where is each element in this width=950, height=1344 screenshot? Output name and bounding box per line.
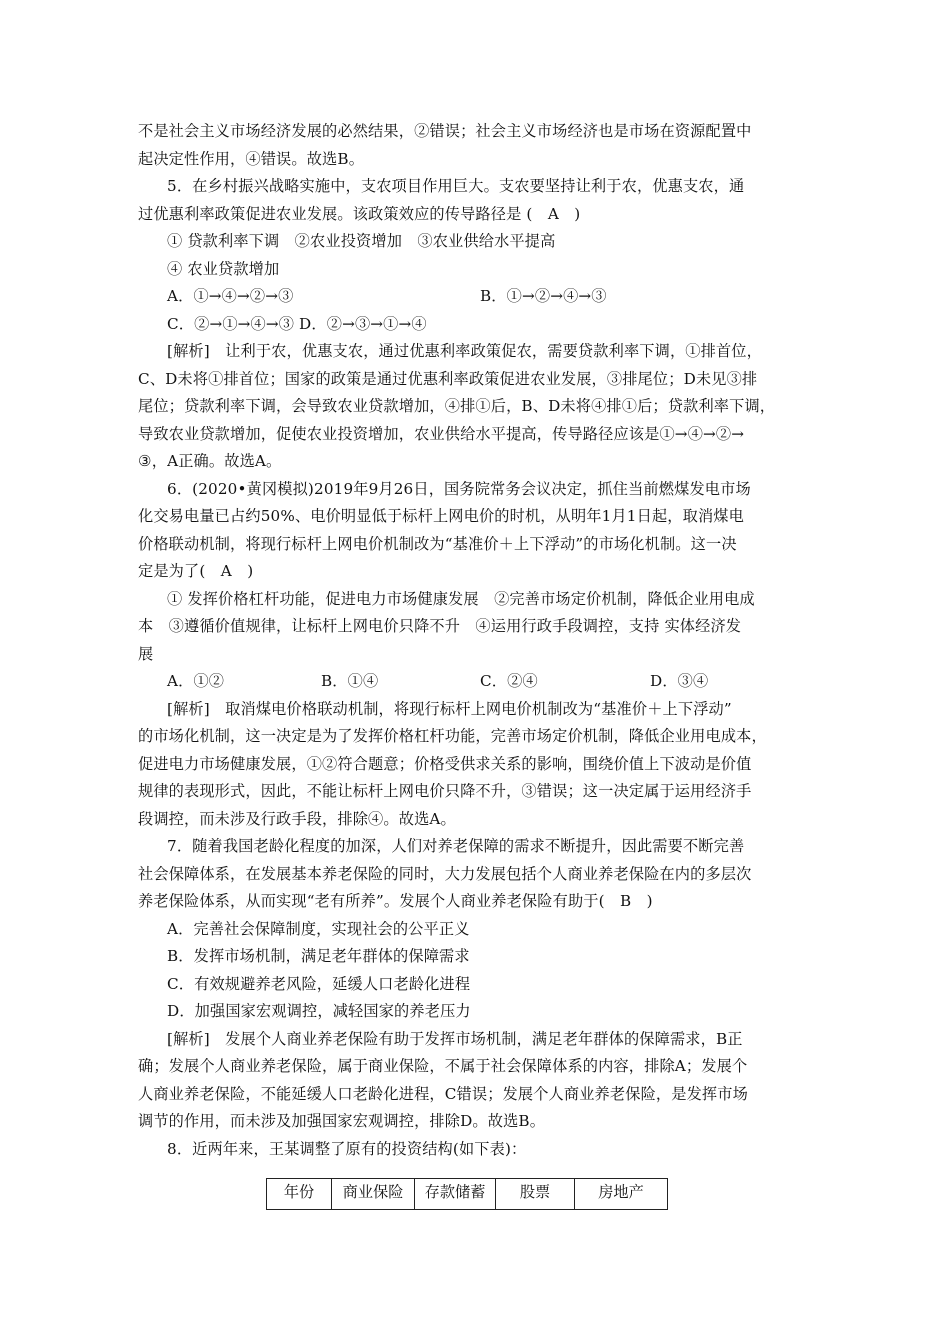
explanation: [解析] 发展个人商业养老保险有助于发挥市场机制，满足老年群体的保障需求，B正 <box>167 1029 743 1048</box>
explanation: 调节的作用，而未涉及加强国家宏观调控，排除D。故选B。 <box>138 1112 546 1130</box>
question-6-stem: 化交易电量已占约50%、电价明显低于标杆上网电价的时机，从明年1月1日起，取消煤电 <box>138 507 744 525</box>
explanation: [解析] 让利于农，优惠支农，通过优惠利率政策促农，需要贷款利率下调，①排首位， <box>167 342 762 360</box>
explanation: 尾位；贷款利率下调，会导致农业贷款增加，④排①后，B、D未将④排①后；贷款利率下调， <box>138 397 776 415</box>
question-7-stem: 社会保障体系，在发展基本养老保险的同时，大力发展包括个人商业养老保险在内的多层次 <box>138 864 752 883</box>
option-c: C．有效规避养老风险，延缓人口老龄化进程 <box>167 974 471 993</box>
option-d: D．③④ <box>650 672 709 690</box>
question-5-stem: 过优惠利率政策促进农业发展。该政策效应的传导路径是 ( A ) <box>138 204 581 223</box>
option-d: D．加强国家宏观调控，减轻国家的养老压力 <box>167 1002 471 1020</box>
explanation: C、D未将①排首位；国家的政策是通过优惠利率政策促进农业发展，③排尾位；D未见③排 <box>138 369 758 388</box>
question-7-stem: 7．随着我国老龄化程度的加深，人们对养老保障的需求不断提升，因此需要不断完善 <box>167 837 745 855</box>
question-7-stem: 养老保险体系，从而实现“老有所养”。发展个人商业养老保险有助于( B ) <box>138 892 653 910</box>
question-6-item: ① 发挥价格杠杆功能，促进电力市场健康发展 ②完善市场定价机制，降低企业用电成 <box>167 589 755 608</box>
explanation: 的市场化机制，这一决定是为了发挥价格杠杆功能，完善市场定价机制，降低企业用电成本， <box>138 727 767 745</box>
option-b: B．发挥市场机制，满足老年群体的保障需求 <box>167 947 470 965</box>
explanation: 段调控，而未涉及行政手段，排除④。故选A。 <box>138 809 456 828</box>
option-cd: C．②→①→④→③ D．②→③→①→④ <box>167 314 427 333</box>
option-c: C．②④ <box>480 672 538 690</box>
table-header-cell: 存款储蓄 <box>415 1179 496 1210</box>
option-a: A．①② <box>167 672 225 690</box>
table-header-cell: 商业保险 <box>332 1179 415 1210</box>
question-5-item: ① 贷款利率下调 ②农业投资增加 ③农业供给水平提高 <box>167 232 556 250</box>
explanation: 规律的表现形式，因此，不能让标杆上网电价只降不升，③错误；这一决定属于运用经济手 <box>138 782 752 800</box>
text-line: 不是社会主义市场经济发展的必然结果，②错误；社会主义市场经济也是市场在资源配置中 <box>138 122 752 140</box>
question-5-item: ④ 农业贷款增加 <box>167 259 280 278</box>
table-header-cell: 股票 <box>496 1179 575 1210</box>
explanation: 人商业养老保险，不能延缓人口老龄化进程，C错误；发展个人商业养老保险，是发挥市场 <box>138 1084 748 1103</box>
table-header-cell: 年份 <box>267 1179 332 1210</box>
explanation: [解析] 取消煤电价格联动机制，将现行标杆上网电价机制改为“基准价＋上下浮动” <box>167 699 732 718</box>
question-6-item: 本 ③遵循价值规律，让标杆上网电价只降不升 ④运用行政手段调控，支持 实体经济发 <box>138 617 742 635</box>
option-a: A．完善社会保障制度，实现社会的公平正义 <box>167 919 470 938</box>
option-b: B．①④ <box>321 672 379 690</box>
explanation: ③，A正确。故选A。 <box>138 452 282 470</box>
question-5-stem: 5．在乡村振兴战略实施中，支农项目作用巨大。支农要坚持让利于农，优惠支农，通 <box>167 177 745 195</box>
option-a: A．①→④→②→③ <box>167 287 294 305</box>
document-page <box>138 118 828 1163</box>
question-6-stem: 价格联动机制，将现行标杆上网电价机制改为“基准价＋上下浮动”的市场化机制。这一决 <box>138 534 737 553</box>
option-b: B．①→②→④→③ <box>480 287 607 305</box>
explanation: 促进电力市场健康发展，①②符合题意；价格受供求关系的影响，围绕价值上下波动是价值 <box>138 754 752 773</box>
table-header-row <box>267 1179 668 1210</box>
table-header-cell: 房地产 <box>575 1179 668 1210</box>
question-6-options <box>138 668 828 696</box>
question-6-stem: 定是为了( A ) <box>138 562 254 580</box>
investment-table <box>266 1178 668 1210</box>
question-6-item: 展 <box>138 644 154 663</box>
question-5-options <box>138 283 828 311</box>
explanation: 确；发展个人商业养老保险，属于商业保险，不属于社会保障体系的内容，排除A；发展个 <box>138 1057 748 1075</box>
explanation: 导致农业贷款增加，促使农业投资增加，农业供给水平提高，传导路径应该是①→④→②→ <box>138 424 745 443</box>
text-line: 起决定性作用，④错误。故选B。 <box>138 149 365 168</box>
question-6-stem: 6．(2020•黄冈模拟)2019年9月26日，国务院常务会议决定，抓住当前燃煤发电市场 <box>167 479 751 498</box>
question-8-stem: 8．近两年来，王某调整了原有的投资结构(如下表)： <box>167 1139 527 1158</box>
